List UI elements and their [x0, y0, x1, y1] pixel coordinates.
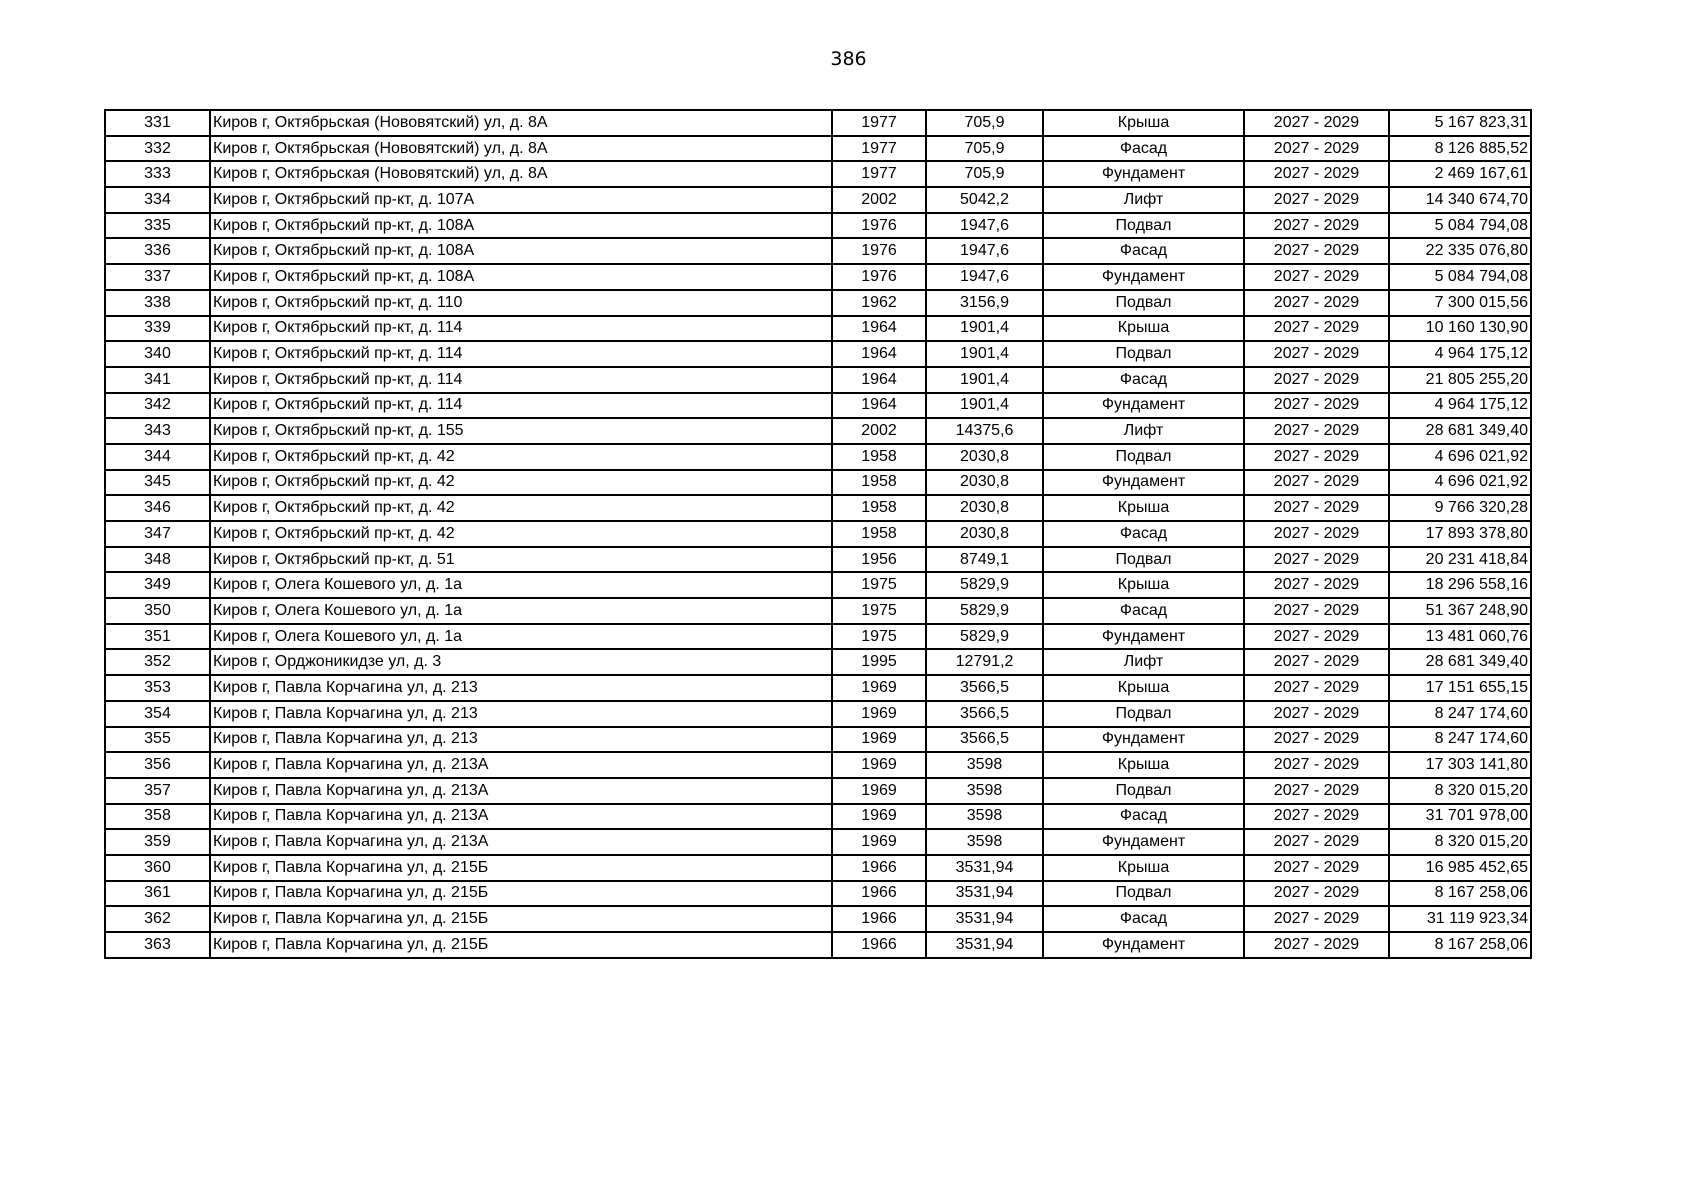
cost-cell: 5 167 823,31: [1389, 110, 1531, 136]
address-cell: Киров г, Павла Корчагина ул, д. 215Б: [210, 855, 832, 881]
row-number: 359: [105, 829, 210, 855]
year-built-cell: 1962: [832, 290, 926, 316]
table-row: [105, 778, 1531, 804]
cost-cell: 4 696 021,92: [1389, 444, 1531, 470]
address-cell: Киров г, Октябрьский пр-кт, д. 114: [210, 393, 832, 419]
cost-cell: 4 696 021,92: [1389, 470, 1531, 496]
address-cell: Киров г, Павла Корчагина ул, д. 215Б: [210, 906, 832, 932]
cost-cell: 8 126 885,52: [1389, 136, 1531, 162]
row-number: 332: [105, 136, 210, 162]
table-row: [105, 572, 1531, 598]
address-cell: Киров г, Олега Кошевого ул, д. 1а: [210, 624, 832, 650]
year-built-cell: 1969: [832, 804, 926, 830]
address-cell: Киров г, Павла Корчагина ул, д. 215Б: [210, 932, 832, 958]
work-type-cell: Крыша: [1043, 752, 1244, 778]
table-row: [105, 187, 1531, 213]
work-type-cell: Подвал: [1043, 341, 1244, 367]
row-number: 348: [105, 547, 210, 573]
cost-cell: 28 681 349,40: [1389, 649, 1531, 675]
table-row: [105, 547, 1531, 573]
row-number: 351: [105, 624, 210, 650]
row-number: 350: [105, 598, 210, 624]
table-row: [105, 906, 1531, 932]
work-type-cell: Фундамент: [1043, 393, 1244, 419]
work-type-cell: Подвал: [1043, 701, 1244, 727]
area-cell: 1947,6: [926, 238, 1043, 264]
year-built-cell: 1969: [832, 727, 926, 753]
cost-cell: 8 320 015,20: [1389, 829, 1531, 855]
work-type-cell: Подвал: [1043, 290, 1244, 316]
address-cell: Киров г, Октябрьский пр-кт, д. 42: [210, 521, 832, 547]
work-type-cell: Фундамент: [1043, 932, 1244, 958]
area-cell: 5042,2: [926, 187, 1043, 213]
row-number: 333: [105, 161, 210, 187]
year-built-cell: 1966: [832, 881, 926, 907]
cost-cell: 5 084 794,08: [1389, 213, 1531, 239]
work-type-cell: Фасад: [1043, 367, 1244, 393]
row-number: 346: [105, 495, 210, 521]
area-cell: 8749,1: [926, 547, 1043, 573]
address-cell: Киров г, Павла Корчагина ул, д. 215Б: [210, 881, 832, 907]
table-row: [105, 727, 1531, 753]
period-cell: 2027 - 2029: [1244, 881, 1389, 907]
table-row: [105, 136, 1531, 162]
row-number: 356: [105, 752, 210, 778]
address-cell: Киров г, Павла Корчагина ул, д. 213А: [210, 804, 832, 830]
period-cell: 2027 - 2029: [1244, 187, 1389, 213]
address-cell: Киров г, Октябрьская (Нововятский) ул, д. 8А: [210, 136, 832, 162]
period-cell: 2027 - 2029: [1244, 161, 1389, 187]
work-type-cell: Фасад: [1043, 906, 1244, 932]
row-number: 341: [105, 367, 210, 393]
row-number: 334: [105, 187, 210, 213]
area-cell: 3156,9: [926, 290, 1043, 316]
year-built-cell: 1966: [832, 932, 926, 958]
year-built-cell: 1977: [832, 161, 926, 187]
address-cell: Киров г, Октябрьский пр-кт, д. 114: [210, 367, 832, 393]
year-built-cell: 1977: [832, 136, 926, 162]
year-built-cell: 1958: [832, 470, 926, 496]
work-type-cell: Фасад: [1043, 136, 1244, 162]
cost-cell: 8 167 258,06: [1389, 932, 1531, 958]
table-row: [105, 649, 1531, 675]
cost-cell: 8 247 174,60: [1389, 701, 1531, 727]
row-number: 338: [105, 290, 210, 316]
row-number: 340: [105, 341, 210, 367]
area-cell: 3566,5: [926, 675, 1043, 701]
address-cell: Киров г, Павла Корчагина ул, д. 213А: [210, 778, 832, 804]
table-body: [105, 110, 1531, 958]
period-cell: 2027 - 2029: [1244, 701, 1389, 727]
cost-cell: 51 367 248,90: [1389, 598, 1531, 624]
year-built-cell: 1975: [832, 598, 926, 624]
work-type-cell: Крыша: [1043, 495, 1244, 521]
table-row: [105, 804, 1531, 830]
address-cell: Киров г, Октябрьский пр-кт, д. 114: [210, 341, 832, 367]
work-type-cell: Фасад: [1043, 238, 1244, 264]
address-cell: Киров г, Октябрьский пр-кт, д. 108А: [210, 264, 832, 290]
work-type-cell: Лифт: [1043, 187, 1244, 213]
address-cell: Киров г, Октябрьский пр-кт, д. 108А: [210, 213, 832, 239]
area-cell: 3598: [926, 752, 1043, 778]
address-cell: Киров г, Олега Кошевого ул, д. 1а: [210, 598, 832, 624]
work-type-cell: Подвал: [1043, 547, 1244, 573]
year-built-cell: 1958: [832, 495, 926, 521]
year-built-cell: 1966: [832, 906, 926, 932]
table-row: [105, 110, 1531, 136]
work-type-cell: Фасад: [1043, 521, 1244, 547]
table-row: [105, 290, 1531, 316]
page-number: 386: [830, 48, 867, 70]
year-built-cell: 1966: [832, 855, 926, 881]
area-cell: 1901,4: [926, 367, 1043, 393]
area-cell: 5829,9: [926, 572, 1043, 598]
work-type-cell: Фундамент: [1043, 727, 1244, 753]
year-built-cell: 1976: [832, 238, 926, 264]
cost-cell: 17 151 655,15: [1389, 675, 1531, 701]
area-cell: 3598: [926, 804, 1043, 830]
period-cell: 2027 - 2029: [1244, 829, 1389, 855]
cost-cell: 9 766 320,28: [1389, 495, 1531, 521]
table-row: [105, 161, 1531, 187]
repair-schedule-table: [104, 109, 1532, 959]
table-row: [105, 932, 1531, 958]
cost-cell: 22 335 076,80: [1389, 238, 1531, 264]
row-number: 339: [105, 316, 210, 342]
year-built-cell: 1975: [832, 624, 926, 650]
table-row: [105, 213, 1531, 239]
cost-cell: 31 701 978,00: [1389, 804, 1531, 830]
cost-cell: 8 247 174,60: [1389, 727, 1531, 753]
year-built-cell: 1976: [832, 213, 926, 239]
row-number: 345: [105, 470, 210, 496]
area-cell: 705,9: [926, 136, 1043, 162]
table-row: [105, 624, 1531, 650]
period-cell: 2027 - 2029: [1244, 649, 1389, 675]
area-cell: 705,9: [926, 110, 1043, 136]
cost-cell: 16 985 452,65: [1389, 855, 1531, 881]
row-number: 361: [105, 881, 210, 907]
address-cell: Киров г, Октябрьский пр-кт, д. 42: [210, 444, 832, 470]
period-cell: 2027 - 2029: [1244, 110, 1389, 136]
row-number: 337: [105, 264, 210, 290]
cost-cell: 17 303 141,80: [1389, 752, 1531, 778]
address-cell: Киров г, Октябрьский пр-кт, д. 42: [210, 470, 832, 496]
cost-cell: 18 296 558,16: [1389, 572, 1531, 598]
year-built-cell: 1964: [832, 316, 926, 342]
row-number: 336: [105, 238, 210, 264]
address-cell: Киров г, Октябрьская (Нововятский) ул, д. 8А: [210, 110, 832, 136]
address-cell: Киров г, Октябрьская (Нововятский) ул, д. 8А: [210, 161, 832, 187]
period-cell: 2027 - 2029: [1244, 290, 1389, 316]
table-row: [105, 393, 1531, 419]
table-row: [105, 238, 1531, 264]
area-cell: 1901,4: [926, 316, 1043, 342]
cost-cell: 2 469 167,61: [1389, 161, 1531, 187]
period-cell: 2027 - 2029: [1244, 778, 1389, 804]
table-row: [105, 264, 1531, 290]
area-cell: 3566,5: [926, 727, 1043, 753]
year-built-cell: 1995: [832, 649, 926, 675]
row-number: 358: [105, 804, 210, 830]
year-built-cell: 1958: [832, 521, 926, 547]
row-number: 331: [105, 110, 210, 136]
period-cell: 2027 - 2029: [1244, 906, 1389, 932]
period-cell: 2027 - 2029: [1244, 264, 1389, 290]
cost-cell: 21 805 255,20: [1389, 367, 1531, 393]
address-cell: Киров г, Октябрьский пр-кт, д. 108А: [210, 238, 832, 264]
row-number: 352: [105, 649, 210, 675]
cost-cell: 7 300 015,56: [1389, 290, 1531, 316]
work-type-cell: Крыша: [1043, 572, 1244, 598]
work-type-cell: Подвал: [1043, 213, 1244, 239]
period-cell: 2027 - 2029: [1244, 213, 1389, 239]
period-cell: 2027 - 2029: [1244, 727, 1389, 753]
cost-cell: 17 893 378,80: [1389, 521, 1531, 547]
year-built-cell: 1976: [832, 264, 926, 290]
work-type-cell: Подвал: [1043, 881, 1244, 907]
period-cell: 2027 - 2029: [1244, 316, 1389, 342]
table-row: [105, 855, 1531, 881]
period-cell: 2027 - 2029: [1244, 624, 1389, 650]
cost-cell: 31 119 923,34: [1389, 906, 1531, 932]
row-number: 335: [105, 213, 210, 239]
year-built-cell: 1969: [832, 701, 926, 727]
row-number: 343: [105, 418, 210, 444]
table-row: [105, 701, 1531, 727]
area-cell: 2030,8: [926, 495, 1043, 521]
address-cell: Киров г, Октябрьский пр-кт, д. 114: [210, 316, 832, 342]
period-cell: 2027 - 2029: [1244, 495, 1389, 521]
address-cell: Киров г, Павла Корчагина ул, д. 213А: [210, 829, 832, 855]
address-cell: Киров г, Павла Корчагина ул, д. 213: [210, 727, 832, 753]
work-type-cell: Крыша: [1043, 110, 1244, 136]
address-cell: Киров г, Октябрьский пр-кт, д. 107А: [210, 187, 832, 213]
area-cell: 3531,94: [926, 855, 1043, 881]
work-type-cell: Фундамент: [1043, 161, 1244, 187]
address-cell: Киров г, Павла Корчагина ул, д. 213А: [210, 752, 832, 778]
year-built-cell: 1975: [832, 572, 926, 598]
cost-cell: 4 964 175,12: [1389, 341, 1531, 367]
table-row: [105, 444, 1531, 470]
table-row: [105, 316, 1531, 342]
area-cell: 3531,94: [926, 881, 1043, 907]
area-cell: 1901,4: [926, 341, 1043, 367]
row-number: 342: [105, 393, 210, 419]
year-built-cell: 2002: [832, 187, 926, 213]
area-cell: 5829,9: [926, 598, 1043, 624]
period-cell: 2027 - 2029: [1244, 521, 1389, 547]
area-cell: 3598: [926, 778, 1043, 804]
row-number: 344: [105, 444, 210, 470]
table-row: [105, 367, 1531, 393]
period-cell: 2027 - 2029: [1244, 675, 1389, 701]
period-cell: 2027 - 2029: [1244, 547, 1389, 573]
cost-cell: 5 084 794,08: [1389, 264, 1531, 290]
cost-cell: 28 681 349,40: [1389, 418, 1531, 444]
row-number: 349: [105, 572, 210, 598]
work-type-cell: Фундамент: [1043, 829, 1244, 855]
address-cell: Киров г, Октябрьский пр-кт, д. 51: [210, 547, 832, 573]
period-cell: 2027 - 2029: [1244, 393, 1389, 419]
area-cell: 2030,8: [926, 470, 1043, 496]
period-cell: 2027 - 2029: [1244, 418, 1389, 444]
area-cell: 12791,2: [926, 649, 1043, 675]
cost-cell: 8 320 015,20: [1389, 778, 1531, 804]
year-built-cell: 1969: [832, 752, 926, 778]
period-cell: 2027 - 2029: [1244, 598, 1389, 624]
area-cell: 3531,94: [926, 906, 1043, 932]
work-type-cell: Фасад: [1043, 804, 1244, 830]
work-type-cell: Крыша: [1043, 675, 1244, 701]
period-cell: 2027 - 2029: [1244, 238, 1389, 264]
period-cell: 2027 - 2029: [1244, 932, 1389, 958]
table-row: [105, 752, 1531, 778]
row-number: 357: [105, 778, 210, 804]
table-row: [105, 829, 1531, 855]
year-built-cell: 1964: [832, 393, 926, 419]
address-cell: Киров г, Павла Корчагина ул, д. 213: [210, 675, 832, 701]
table-row: [105, 675, 1531, 701]
year-built-cell: 2002: [832, 418, 926, 444]
period-cell: 2027 - 2029: [1244, 341, 1389, 367]
area-cell: 3566,5: [926, 701, 1043, 727]
period-cell: 2027 - 2029: [1244, 752, 1389, 778]
year-built-cell: 1964: [832, 367, 926, 393]
work-type-cell: Лифт: [1043, 418, 1244, 444]
row-number: 353: [105, 675, 210, 701]
period-cell: 2027 - 2029: [1244, 572, 1389, 598]
cost-cell: 20 231 418,84: [1389, 547, 1531, 573]
year-built-cell: 1958: [832, 444, 926, 470]
address-cell: Киров г, Олега Кошевого ул, д. 1а: [210, 572, 832, 598]
area-cell: 1947,6: [926, 264, 1043, 290]
row-number: 355: [105, 727, 210, 753]
address-cell: Киров г, Орджоникидзе ул, д. 3: [210, 649, 832, 675]
table-row: [105, 470, 1531, 496]
cost-cell: 14 340 674,70: [1389, 187, 1531, 213]
area-cell: 5829,9: [926, 624, 1043, 650]
table-row: [105, 418, 1531, 444]
year-built-cell: 1969: [832, 829, 926, 855]
period-cell: 2027 - 2029: [1244, 444, 1389, 470]
area-cell: 3598: [926, 829, 1043, 855]
year-built-cell: 1969: [832, 778, 926, 804]
row-number: 362: [105, 906, 210, 932]
address-cell: Киров г, Октябрьский пр-кт, д. 155: [210, 418, 832, 444]
cost-cell: 4 964 175,12: [1389, 393, 1531, 419]
table-row: [105, 598, 1531, 624]
table-row: [105, 881, 1531, 907]
work-type-cell: Фундамент: [1043, 470, 1244, 496]
year-built-cell: 1964: [832, 341, 926, 367]
table-row: [105, 521, 1531, 547]
area-cell: 14375,6: [926, 418, 1043, 444]
row-number: 347: [105, 521, 210, 547]
work-type-cell: Фундамент: [1043, 624, 1244, 650]
row-number: 360: [105, 855, 210, 881]
year-built-cell: 1956: [832, 547, 926, 573]
period-cell: 2027 - 2029: [1244, 136, 1389, 162]
work-type-cell: Лифт: [1043, 649, 1244, 675]
work-type-cell: Крыша: [1043, 316, 1244, 342]
period-cell: 2027 - 2029: [1244, 367, 1389, 393]
table-row: [105, 341, 1531, 367]
work-type-cell: Крыша: [1043, 855, 1244, 881]
period-cell: 2027 - 2029: [1244, 470, 1389, 496]
period-cell: 2027 - 2029: [1244, 855, 1389, 881]
work-type-cell: Фасад: [1043, 598, 1244, 624]
area-cell: 1901,4: [926, 393, 1043, 419]
table-row: [105, 495, 1531, 521]
row-number: 354: [105, 701, 210, 727]
address-cell: Киров г, Октябрьский пр-кт, д. 42: [210, 495, 832, 521]
year-built-cell: 1977: [832, 110, 926, 136]
row-number: 363: [105, 932, 210, 958]
period-cell: 2027 - 2029: [1244, 804, 1389, 830]
area-cell: 2030,8: [926, 444, 1043, 470]
area-cell: 1947,6: [926, 213, 1043, 239]
address-cell: Киров г, Павла Корчагина ул, д. 213: [210, 701, 832, 727]
area-cell: 2030,8: [926, 521, 1043, 547]
work-type-cell: Подвал: [1043, 778, 1244, 804]
year-built-cell: 1969: [832, 675, 926, 701]
cost-cell: 10 160 130,90: [1389, 316, 1531, 342]
work-type-cell: Фундамент: [1043, 264, 1244, 290]
area-cell: 3531,94: [926, 932, 1043, 958]
work-type-cell: Подвал: [1043, 444, 1244, 470]
area-cell: 705,9: [926, 161, 1043, 187]
address-cell: Киров г, Октябрьский пр-кт, д. 110: [210, 290, 832, 316]
cost-cell: 8 167 258,06: [1389, 881, 1531, 907]
cost-cell: 13 481 060,76: [1389, 624, 1531, 650]
